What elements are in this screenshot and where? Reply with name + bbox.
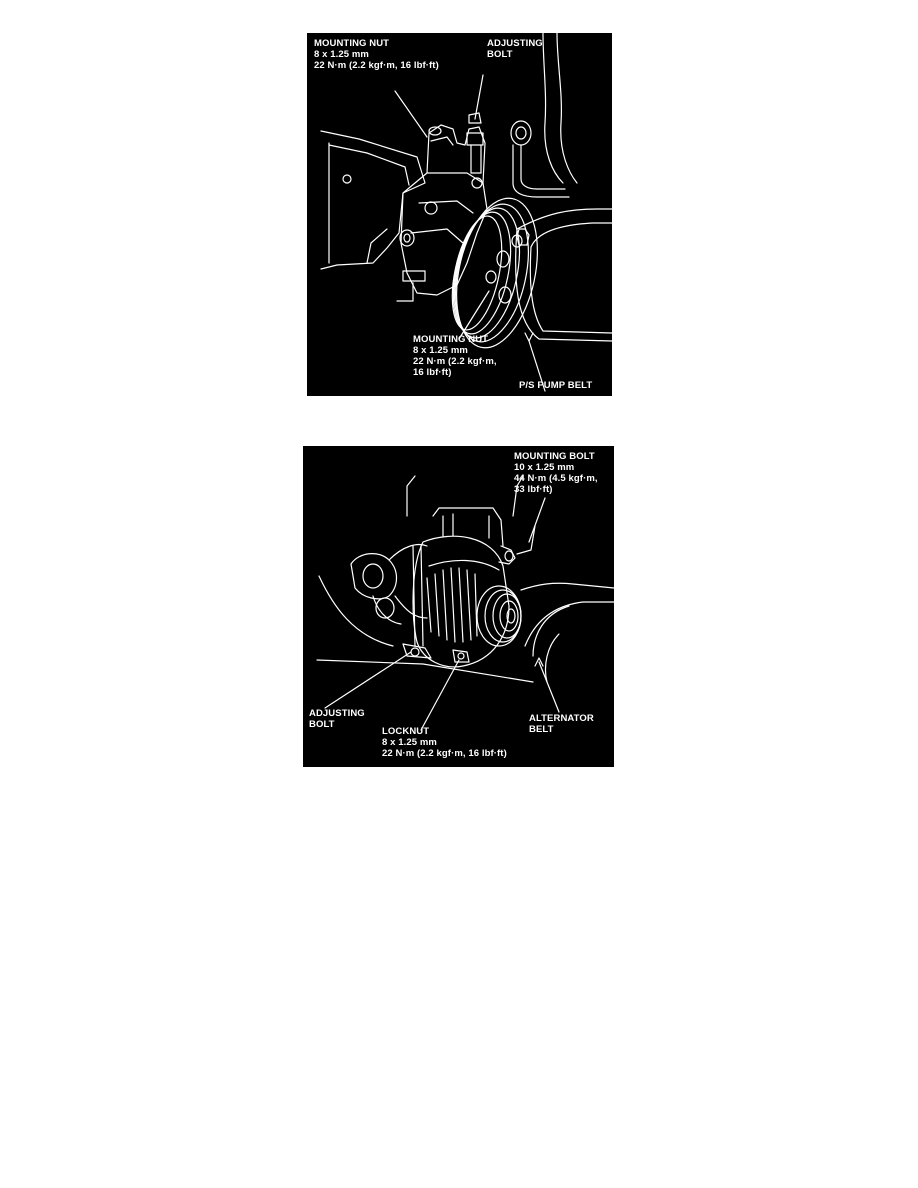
- locknut-label: [382, 726, 507, 759]
- label-line: ADJUSTING: [309, 708, 365, 719]
- label-line: BOLT: [309, 719, 335, 730]
- label-line: 8 x 1.25 mm: [413, 345, 468, 356]
- label-line: P/S PUMP BELT: [519, 380, 593, 391]
- label-line: MOUNTING BOLT: [514, 451, 595, 462]
- label-line: 22 N·m (2.2 kgf·m,: [413, 356, 497, 367]
- adjusting-bolt-label: [487, 38, 543, 60]
- label-line: MOUNTING NUT: [413, 334, 489, 345]
- mounting-nut-bottom-label: [413, 334, 497, 378]
- adjusting-bolt-label: [309, 708, 365, 730]
- label-line: BELT: [529, 724, 554, 735]
- label-line: 10 x 1.25 mm: [514, 462, 575, 473]
- label-line: 44 N·m (4.5 kgf·m,: [514, 473, 598, 484]
- label-line: 22 N·m (2.2 kgf·m, 16 lbf·ft): [382, 748, 507, 759]
- label-line: 16 lbf·ft): [413, 367, 452, 378]
- alternator-figure: [303, 446, 614, 767]
- label-line: ALTERNATOR: [529, 713, 594, 724]
- label-line: 22 N·m (2.2 kgf·m, 16 lbf·ft): [314, 60, 439, 71]
- label-line: BOLT: [487, 49, 513, 60]
- label-line: 8 x 1.25 mm: [382, 737, 437, 748]
- label-line: 8 x 1.25 mm: [314, 49, 369, 60]
- label-line: ADJUSTING: [487, 38, 543, 49]
- ps-pump-figure: [307, 33, 612, 396]
- ps-pump-belt-label: [519, 380, 592, 391]
- mounting-bolt-label: [514, 451, 598, 495]
- label-line: MOUNTING NUT: [314, 38, 390, 49]
- mounting-nut-top-label: [314, 38, 439, 71]
- label-line: 33 lbf·ft): [514, 484, 553, 495]
- label-line: LOCKNUT: [382, 726, 430, 737]
- alternator-belt-label: [529, 713, 594, 735]
